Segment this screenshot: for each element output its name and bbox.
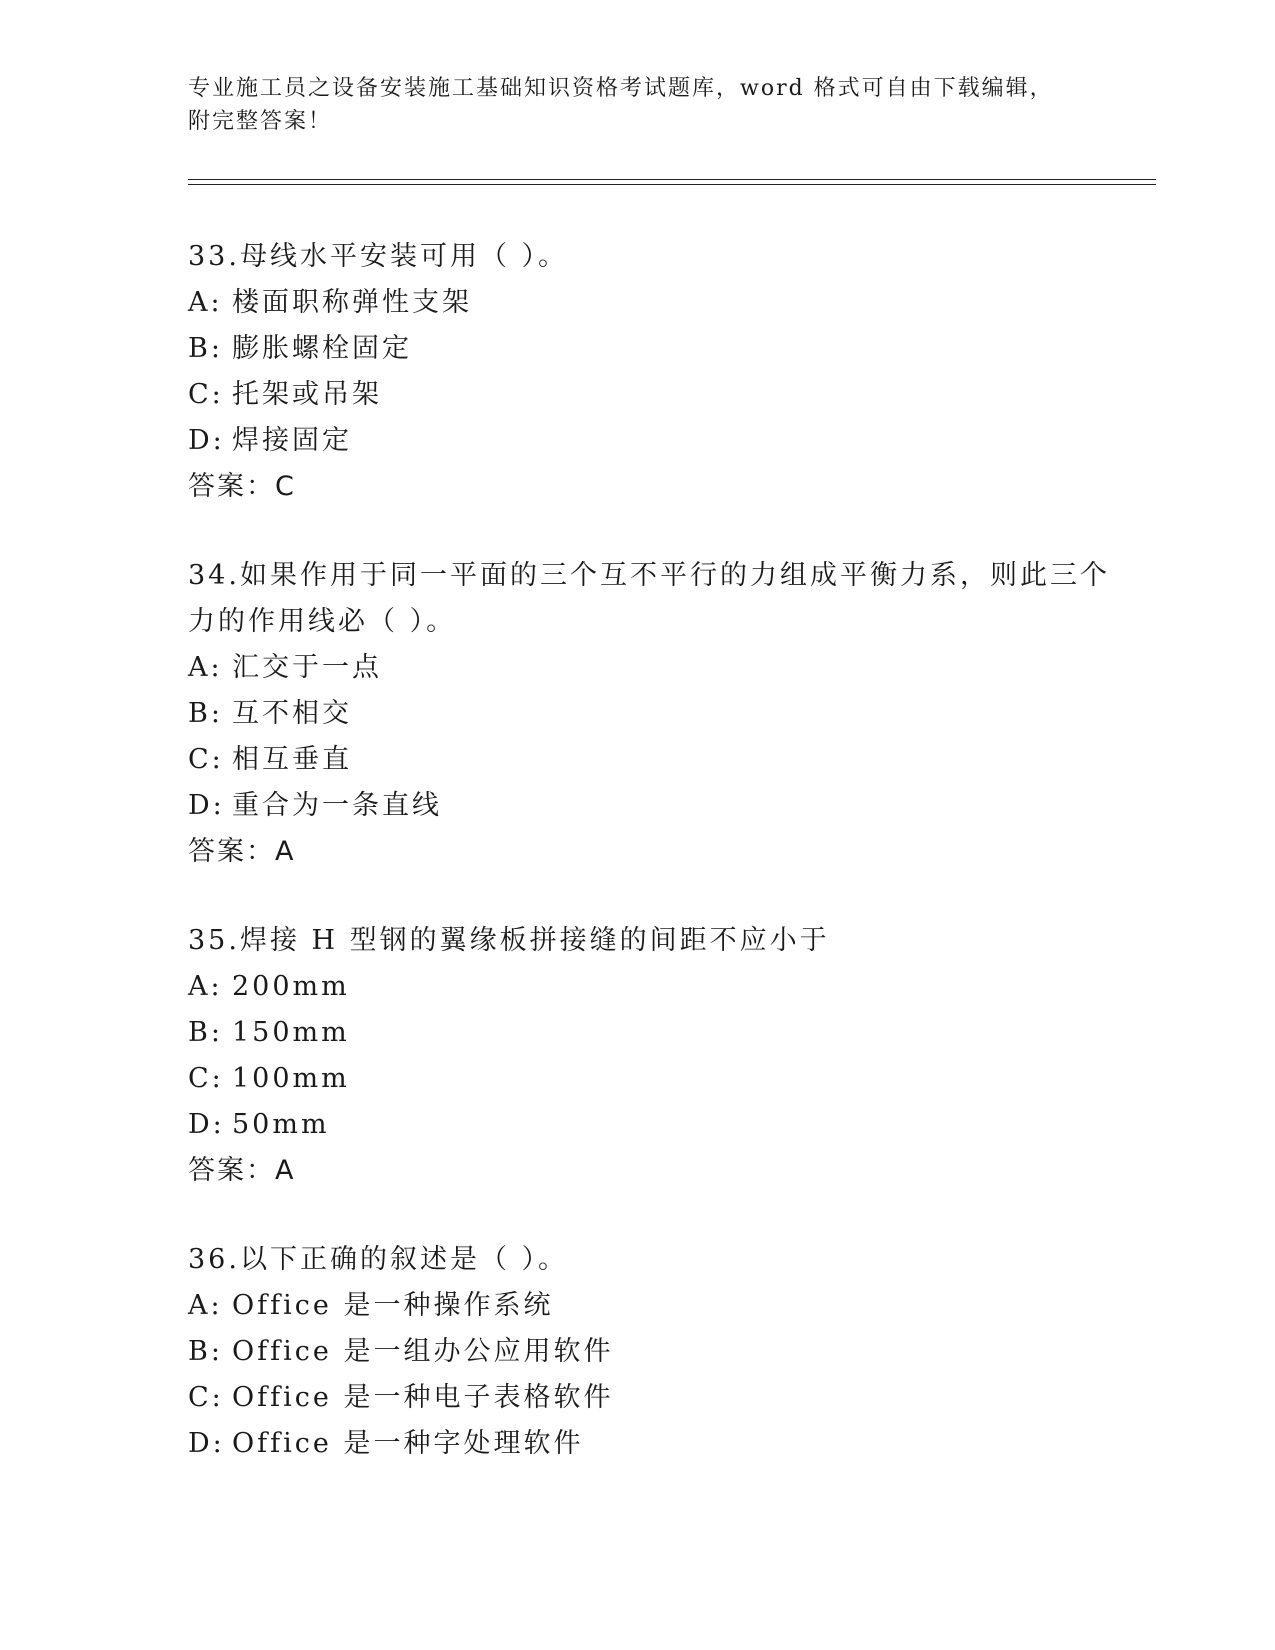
header-line-2: 附完整答案！ (188, 109, 333, 134)
option-c (188, 1056, 1088, 1102)
option-text: 焊接固定 (232, 425, 352, 456)
question-stem: 36.以下正确的叙述是（ ）。 (188, 1244, 569, 1275)
option-b (188, 691, 1088, 737)
option-key: D: (188, 425, 225, 456)
option-text: 楼面职称弹性支架 (232, 287, 472, 318)
option-key: D: (188, 790, 225, 821)
option-key: C: (188, 744, 224, 775)
option-key: C: (188, 1382, 224, 1413)
option-text: 200mm (232, 971, 350, 1002)
question-34 (188, 553, 1110, 875)
option-a (188, 1283, 1088, 1329)
option-text: 150mm (232, 1017, 350, 1048)
answer-line: 答案：A (188, 1155, 296, 1186)
option-c (188, 372, 1088, 418)
option-text: Office 是一组办公应用软件 (232, 1336, 614, 1367)
option-a (188, 645, 1088, 691)
question-stem-line-1: 34.如果作用于同一平面的三个互不平行的力组成平衡力系，则此三个 (188, 560, 1110, 591)
option-text: 膨胀螺栓固定 (232, 333, 412, 364)
option-text: 汇交于一点 (232, 652, 382, 683)
option-text: 50mm (232, 1109, 330, 1140)
option-key: A: (188, 287, 223, 318)
option-key: A: (188, 652, 223, 683)
option-text: Office 是一种操作系统 (232, 1290, 554, 1321)
option-b (188, 1010, 1088, 1056)
option-key: A: (188, 1290, 223, 1321)
answer-line: 答案：C (188, 471, 296, 502)
question-36 (188, 1237, 1088, 1467)
question-35 (188, 918, 1088, 1194)
question-stem: 33.母线水平安装可用（ ）。 (188, 241, 569, 272)
option-a (188, 280, 1088, 326)
document-header (188, 72, 1068, 138)
question-stem: 35.焊接 H 型钢的翼缘板拼接缝的间距不应小于 (188, 925, 830, 956)
option-d (188, 1421, 1088, 1467)
option-b (188, 326, 1088, 372)
option-text: Office 是一种电子表格软件 (232, 1382, 614, 1413)
option-key: C: (188, 379, 224, 410)
answer-line: 答案：A (188, 836, 296, 867)
option-key: B: (188, 333, 223, 364)
option-text: 相互垂直 (232, 744, 352, 775)
option-key: D: (188, 1109, 225, 1140)
option-key: B: (188, 1336, 223, 1367)
option-key: B: (188, 1017, 223, 1048)
option-text: 重合为一条直线 (232, 790, 442, 821)
question-33 (188, 234, 1088, 510)
option-text: 100mm (232, 1063, 350, 1094)
question-stem-line-2: 力的作用线必（ ）。 (188, 606, 457, 637)
option-key: B: (188, 698, 223, 729)
option-text: Office 是一种字处理软件 (232, 1428, 584, 1459)
option-text: 托架或吊架 (232, 379, 382, 410)
option-b (188, 1329, 1088, 1375)
option-key: D: (188, 1428, 225, 1459)
option-d (188, 1102, 1088, 1148)
option-a (188, 964, 1088, 1010)
option-d (188, 418, 1088, 464)
option-text: 互不相交 (232, 698, 352, 729)
option-c (188, 737, 1088, 783)
header-divider-top (188, 179, 1156, 180)
option-key: A: (188, 971, 223, 1002)
option-d (188, 783, 1088, 829)
option-key: C: (188, 1063, 224, 1094)
header-line-1: 专业施工员之设备安装施工基础知识资格考试题库，word 格式可自由下载编辑， (188, 76, 1054, 101)
option-c (188, 1375, 1088, 1421)
header-divider-bottom (188, 184, 1156, 185)
